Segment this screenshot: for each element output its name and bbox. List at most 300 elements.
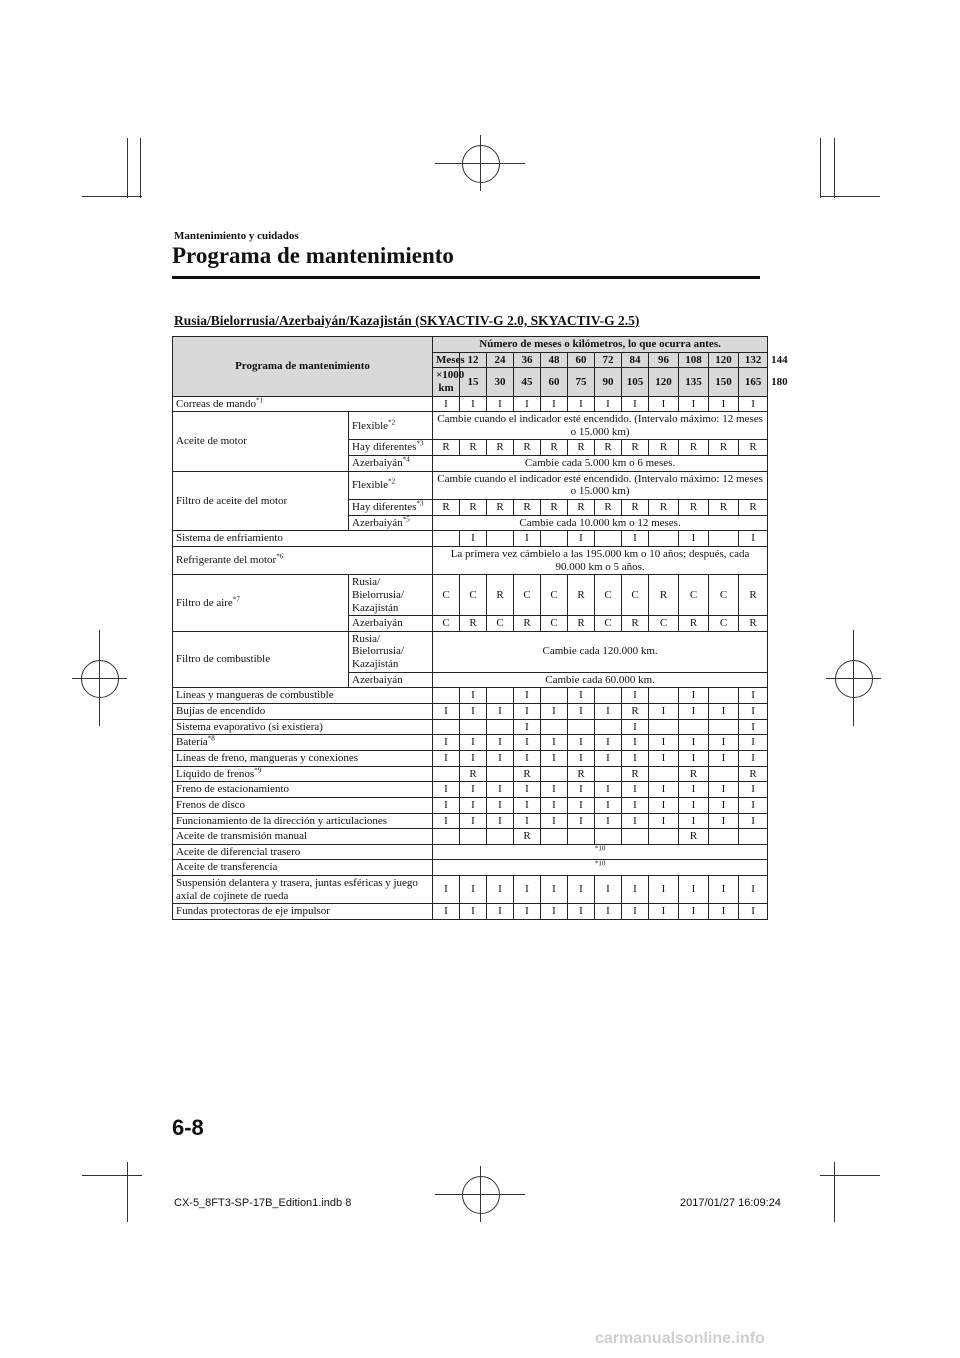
condition-text: Cambie cada 10.000 km o 12 meses. (433, 515, 768, 531)
months-value: 48 (541, 352, 568, 368)
schedule-cell (541, 719, 568, 735)
schedule-cell: I (649, 704, 679, 720)
schedule-cell: R (568, 616, 595, 632)
schedule-cell: I (541, 750, 568, 766)
schedule-cell: I (679, 704, 709, 720)
item-label: Filtro de aceite del motor (173, 471, 349, 531)
condition-text: Cambie cuando el indicador esté encendido. (Intervalo máximo: 12 meses o 15.000 km) (433, 412, 768, 440)
schedule-cell: R (739, 616, 768, 632)
schedule-cell: I (649, 782, 679, 798)
schedule-cell: I (487, 704, 514, 720)
schedule-cell: I (514, 904, 541, 920)
schedule-cell: C (679, 575, 709, 616)
schedule-cell: I (460, 531, 487, 547)
condition-text: Cambie cada 60.000 km. (433, 672, 768, 688)
item-label: Líquido de frenos$^{*9}$ (173, 766, 433, 782)
schedule-cell (487, 719, 514, 735)
schedule-cell: R (679, 500, 709, 516)
item-label: Líneas y mangueras de combustible (173, 688, 433, 704)
schedule-cell: I (541, 797, 568, 813)
table-row (173, 735, 768, 751)
schedule-cell (487, 688, 514, 704)
schedule-cell: I (739, 813, 768, 829)
page-number: 6-8 (172, 1115, 204, 1140)
sub-label: Hay diferentes$^{*3}$ (349, 440, 433, 456)
schedule-cell: R (541, 440, 568, 456)
schedule-cell (622, 829, 649, 845)
schedule-cell: R (541, 500, 568, 516)
months-value: 24 (487, 352, 514, 368)
schedule-cell: R (709, 500, 739, 516)
months-value: 132 (739, 352, 768, 368)
item-label: Bujías de encendido (173, 704, 433, 720)
schedule-cell: C (514, 575, 541, 616)
schedule-cell: I (739, 735, 768, 751)
schedule-cell: I (709, 782, 739, 798)
schedule-cell: I (487, 782, 514, 798)
schedule-cell (541, 829, 568, 845)
table-row (173, 813, 768, 829)
schedule-cell: I (622, 782, 649, 798)
schedule-cell: I (679, 688, 709, 704)
schedule-cell (460, 829, 487, 845)
sub-label: Azerbaiyán$^{*4}$ (349, 456, 433, 472)
schedule-cell (433, 531, 460, 547)
table-row (173, 396, 768, 412)
schedule-cell: I (595, 735, 622, 751)
schedule-cell: C (595, 616, 622, 632)
schedule-cell: I (514, 750, 541, 766)
schedule-cell: I (622, 688, 649, 704)
schedule-cell: R (514, 440, 541, 456)
maintenance-table (172, 336, 788, 920)
schedule-cell: I (433, 735, 460, 751)
schedule-cell: I (568, 782, 595, 798)
schedule-cell: I (622, 797, 649, 813)
schedule-cell: R (649, 440, 679, 456)
schedule-cell: I (487, 396, 514, 412)
table-row (173, 719, 768, 735)
schedule-cell: I (514, 782, 541, 798)
schedule-cell: I (622, 531, 649, 547)
sub-label: Flexible$^{*2}$ (349, 471, 433, 499)
schedule-cell (433, 688, 460, 704)
schedule-cell: I (460, 904, 487, 920)
schedule-cell: I (460, 396, 487, 412)
schedule-cell: I (709, 904, 739, 920)
schedule-cell: I (568, 396, 595, 412)
schedule-cell: I (622, 719, 649, 735)
schedule-cell (649, 829, 679, 845)
table-row (173, 876, 768, 904)
item-label: Líneas de freno, mangueras y conexiones (173, 750, 433, 766)
schedule-cell: I (514, 797, 541, 813)
schedule-cell: I (739, 904, 768, 920)
schedule-cell: I (679, 782, 709, 798)
schedule-cell: R (622, 440, 649, 456)
schedule-cell: I (460, 782, 487, 798)
schedule-cell: I (649, 797, 679, 813)
schedule-cell: R (568, 575, 595, 616)
schedule-cell: I (595, 904, 622, 920)
sub-label: Flexible$^{*2}$ (349, 412, 433, 440)
schedule-cell: R (514, 500, 541, 516)
item-label: Filtro de aire$^{*7}$ (173, 575, 349, 632)
schedule-cell: I (541, 904, 568, 920)
schedule-cell: C (709, 575, 739, 616)
schedule-cell: R (568, 500, 595, 516)
header-row-km: ×1000 km 15 30 45 60 75 90 105 120 135 150 165 180 (173, 368, 768, 396)
schedule-cell: I (514, 876, 541, 904)
header-row-months: Meses 12 24 36 48 60 72 84 96 108 120 132 144 (173, 352, 768, 368)
page-title: Programa de mantenimiento (172, 243, 454, 268)
schedule-cell: I (568, 531, 595, 547)
item-label: Funcionamiento de la dirección y articulaciones (173, 813, 433, 829)
schedule-cell: I (514, 396, 541, 412)
schedule-cell: I (739, 704, 768, 720)
schedule-cell: R (739, 440, 768, 456)
schedule-cell: I (739, 782, 768, 798)
table-row (173, 704, 768, 720)
schedule-cell: I (568, 813, 595, 829)
km-value: 15 (460, 368, 487, 396)
schedule-cell: I (460, 813, 487, 829)
km-value: 165 (739, 368, 768, 396)
km-value: 150 (709, 368, 739, 396)
item-label: Suspensión delantera y trasera, juntas esféricas y juego axial de cojinete de rueda (173, 876, 433, 904)
schedule-cell: R (622, 766, 649, 782)
schedule-cell: I (679, 876, 709, 904)
months-value: 12 (460, 352, 487, 368)
schedule-cell: I (433, 782, 460, 798)
months-value: 120 (709, 352, 739, 368)
months-value: 72 (595, 352, 622, 368)
schedule-cell (739, 829, 768, 845)
schedule-cell: I (460, 876, 487, 904)
schedule-cell: I (595, 876, 622, 904)
schedule-cell: I (649, 735, 679, 751)
schedule-cell: I (709, 396, 739, 412)
km-value: 60 (541, 368, 568, 396)
schedule-cell: C (541, 616, 568, 632)
schedule-cell: I (709, 797, 739, 813)
schedule-cell (487, 829, 514, 845)
condition-text: Cambie cada 120.000 km. (433, 631, 768, 672)
months-value: 96 (649, 352, 679, 368)
schedule-cell: I (460, 735, 487, 751)
schedule-cell: R (739, 575, 768, 616)
schedule-cell: I (595, 750, 622, 766)
schedule-cell: R (514, 829, 541, 845)
item-label: Batería$^{*8}$ (173, 735, 433, 751)
schedule-cell: I (487, 735, 514, 751)
schedule-cell: I (622, 735, 649, 751)
schedule-cell: I (595, 704, 622, 720)
sub-label: Rusia/ Bielorrusia/ Kazajistán (349, 631, 433, 672)
schedule-cell: I (739, 750, 768, 766)
schedule-cell: I (649, 904, 679, 920)
schedule-cell: I (622, 904, 649, 920)
schedule-cell: I (709, 750, 739, 766)
schedule-cell (568, 829, 595, 845)
schedule-cell: R (460, 766, 487, 782)
footer-file-name: CX-5_8FT3-SP-17B_Edition1.indb 8 (174, 1197, 352, 1209)
schedule-cell: I (739, 688, 768, 704)
months-value: 60 (568, 352, 595, 368)
table-row (173, 688, 768, 704)
schedule-cell: I (679, 904, 709, 920)
schedule-cell: I (568, 750, 595, 766)
schedule-cell: I (433, 904, 460, 920)
schedule-cell (595, 719, 622, 735)
item-label: Frenos de disco (173, 797, 433, 813)
item-label: Correas de mando$^{*1}$ (173, 396, 433, 412)
km-value: 45 (514, 368, 541, 396)
sub-label: Azerbaiyán$^{*5}$ (349, 515, 433, 531)
item-label: Sistema de enfriamiento (173, 531, 433, 547)
schedule-cell: R (709, 440, 739, 456)
schedule-cell (709, 531, 739, 547)
table-row (173, 412, 768, 440)
schedule-cell: I (487, 797, 514, 813)
km-value: 105 (622, 368, 649, 396)
schedule-cell: R (514, 616, 541, 632)
schedule-cell: I (487, 750, 514, 766)
schedule-cell: I (433, 396, 460, 412)
title-rule (172, 276, 760, 279)
schedule-cell: C (433, 575, 460, 616)
months-value: 36 (514, 352, 541, 368)
condition-text: Cambie cuando el indicador esté encendido. (Intervalo máximo: 12 meses o 15.000 km) (433, 471, 768, 499)
schedule-cell: I (739, 396, 768, 412)
schedule-cell: I (568, 876, 595, 904)
interval-caption: Número de meses o kilómetros, lo que ocurra antes. (433, 337, 768, 353)
km-value: 90 (595, 368, 622, 396)
schedule-cell: R (460, 500, 487, 516)
schedule-cell: I (679, 531, 709, 547)
item-label: Aceite de motor (173, 412, 349, 472)
schedule-cell: R (460, 616, 487, 632)
schedule-cell: I (460, 704, 487, 720)
item-label: Refrigerante del motor$^{*6}$ (173, 546, 433, 574)
section-label: Mantenimiento y cuidados (174, 230, 299, 242)
schedule-cell: I (739, 797, 768, 813)
sub-label: Rusia/ Bielorrusia/ Kazajistán (349, 575, 433, 616)
table-row (173, 829, 768, 845)
schedule-cell: I (709, 735, 739, 751)
km-value: 135 (679, 368, 709, 396)
schedule-cell (649, 688, 679, 704)
schedule-cell: R (595, 440, 622, 456)
table-row (173, 531, 768, 547)
schedule-cell: R (679, 829, 709, 845)
sub-label: Hay diferentes$^{*3}$ (349, 500, 433, 516)
schedule-cell: R (622, 704, 649, 720)
table-heading: Rusia/Bielorrusia/Azerbaiyán/Kazajistán (SKYACTIV-G 2.0, SKYACTIV-G 2.5) (174, 313, 640, 328)
schedule-cell: I (622, 750, 649, 766)
schedule-cell: I (487, 813, 514, 829)
schedule-cell (595, 531, 622, 547)
item-label: Fundas protectoras de eje impulsor (173, 904, 433, 920)
table-row (173, 844, 768, 860)
schedule-cell: I (709, 704, 739, 720)
schedule-cell: I (433, 813, 460, 829)
schedule-cell: C (649, 616, 679, 632)
schedule-cell (541, 688, 568, 704)
footnote-ref: *10 (433, 860, 768, 876)
schedule-cell: I (622, 876, 649, 904)
table-row (173, 860, 768, 876)
schedule-cell: R (568, 440, 595, 456)
schedule-cell (679, 719, 709, 735)
item-label: Aceite de diferencial trasero (173, 844, 433, 860)
schedule-cell: I (568, 688, 595, 704)
schedule-cell: R (649, 575, 679, 616)
table-row (173, 766, 768, 782)
schedule-cell: I (514, 704, 541, 720)
schedule-cell (433, 719, 460, 735)
schedule-cell: I (460, 750, 487, 766)
schedule-cell (487, 531, 514, 547)
schedule-cell (433, 766, 460, 782)
km-value: 120 (649, 368, 679, 396)
item-label: Aceite de transmisión manual (173, 829, 433, 845)
condition-text: La primera vez cámbielo a las 195.000 km o 10 años; después, cada 90.000 km o 5 años. (433, 546, 768, 574)
schedule-cell: I (514, 688, 541, 704)
schedule-cell: R (679, 616, 709, 632)
schedule-cell: I (709, 813, 739, 829)
schedule-cell: R (739, 500, 768, 516)
item-label: Freno de estacionamiento (173, 782, 433, 798)
schedule-cell (568, 719, 595, 735)
schedule-cell: I (739, 719, 768, 735)
schedule-cell: I (568, 704, 595, 720)
sub-label: Azerbaiyán (349, 672, 433, 688)
schedule-cell (709, 829, 739, 845)
schedule-cell (595, 766, 622, 782)
schedule-cell: R (568, 766, 595, 782)
schedule-cell (487, 766, 514, 782)
schedule-cell: I (568, 735, 595, 751)
corner-header: Programa de mantenimiento (173, 337, 433, 397)
schedule-cell: I (514, 813, 541, 829)
schedule-cell: R (622, 616, 649, 632)
sub-label: Azerbaiyán (349, 616, 433, 632)
schedule-cell (709, 719, 739, 735)
km-value: 75 (568, 368, 595, 396)
table-row (173, 904, 768, 920)
schedule-cell (649, 766, 679, 782)
schedule-cell (541, 766, 568, 782)
schedule-cell: I (568, 797, 595, 813)
schedule-cell (709, 688, 739, 704)
schedule-cell: R (739, 766, 768, 782)
schedule-cell: C (595, 575, 622, 616)
months-value: 84 (622, 352, 649, 368)
schedule-cell: I (541, 782, 568, 798)
schedule-cell: C (622, 575, 649, 616)
schedule-cell: I (460, 797, 487, 813)
schedule-cell (709, 766, 739, 782)
schedule-cell (460, 719, 487, 735)
schedule-cell: I (679, 813, 709, 829)
schedule-cell: I (514, 719, 541, 735)
schedule-cell: I (595, 813, 622, 829)
schedule-cell: I (595, 396, 622, 412)
item-label: Aceite de transferencia (173, 860, 433, 876)
footer-timestamp: 2017/01/27 16:09:24 (680, 1197, 781, 1209)
item-label: Filtro de combustible (173, 631, 349, 688)
schedule-cell: I (568, 904, 595, 920)
km-label: ×1000 km (433, 368, 460, 396)
footnote-ref: *10 (433, 844, 768, 860)
schedule-cell: I (541, 704, 568, 720)
header-row-caption (173, 337, 768, 353)
schedule-cell: R (679, 440, 709, 456)
schedule-cell: R (460, 440, 487, 456)
schedule-cell: I (433, 797, 460, 813)
schedule-cell: I (679, 735, 709, 751)
schedule-cell (541, 531, 568, 547)
schedule-cell: I (679, 396, 709, 412)
schedule-cell: I (433, 704, 460, 720)
schedule-cell: I (595, 782, 622, 798)
schedule-cell: I (649, 396, 679, 412)
schedule-cell: I (622, 396, 649, 412)
schedule-cell: I (679, 797, 709, 813)
schedule-cell: I (541, 813, 568, 829)
schedule-cell: R (622, 500, 649, 516)
schedule-cell: C (709, 616, 739, 632)
schedule-cell: I (433, 876, 460, 904)
schedule-cell: R (679, 766, 709, 782)
schedule-cell: C (433, 616, 460, 632)
schedule-cell (649, 531, 679, 547)
schedule-cell: R (514, 766, 541, 782)
table-row (173, 546, 768, 574)
schedule-cell: I (739, 876, 768, 904)
watermark: carmanualsonline.info (595, 1330, 765, 1347)
schedule-cell: I (595, 797, 622, 813)
schedule-cell: I (541, 876, 568, 904)
table-row (173, 471, 768, 499)
schedule-cell: I (541, 735, 568, 751)
months-value: 108 (679, 352, 709, 368)
schedule-cell: C (487, 616, 514, 632)
schedule-cell (595, 829, 622, 845)
schedule-cell: R (487, 500, 514, 516)
schedule-cell: R (487, 440, 514, 456)
schedule-cell: R (433, 500, 460, 516)
schedule-cell: R (649, 500, 679, 516)
table-row (173, 575, 768, 616)
schedule-cell: I (709, 876, 739, 904)
schedule-cell: I (739, 531, 768, 547)
schedule-cell: R (487, 575, 514, 616)
schedule-cell: I (649, 813, 679, 829)
schedule-cell (433, 829, 460, 845)
schedule-cell: C (541, 575, 568, 616)
table-row (173, 631, 768, 672)
schedule-cell: I (649, 750, 679, 766)
schedule-cell: I (514, 531, 541, 547)
schedule-cell: I (679, 750, 709, 766)
schedule-cell: C (460, 575, 487, 616)
schedule-cell: I (433, 750, 460, 766)
months-label: Meses (433, 352, 460, 368)
km-value: 30 (487, 368, 514, 396)
item-label: Sistema evaporativo (si existiera) (173, 719, 433, 735)
